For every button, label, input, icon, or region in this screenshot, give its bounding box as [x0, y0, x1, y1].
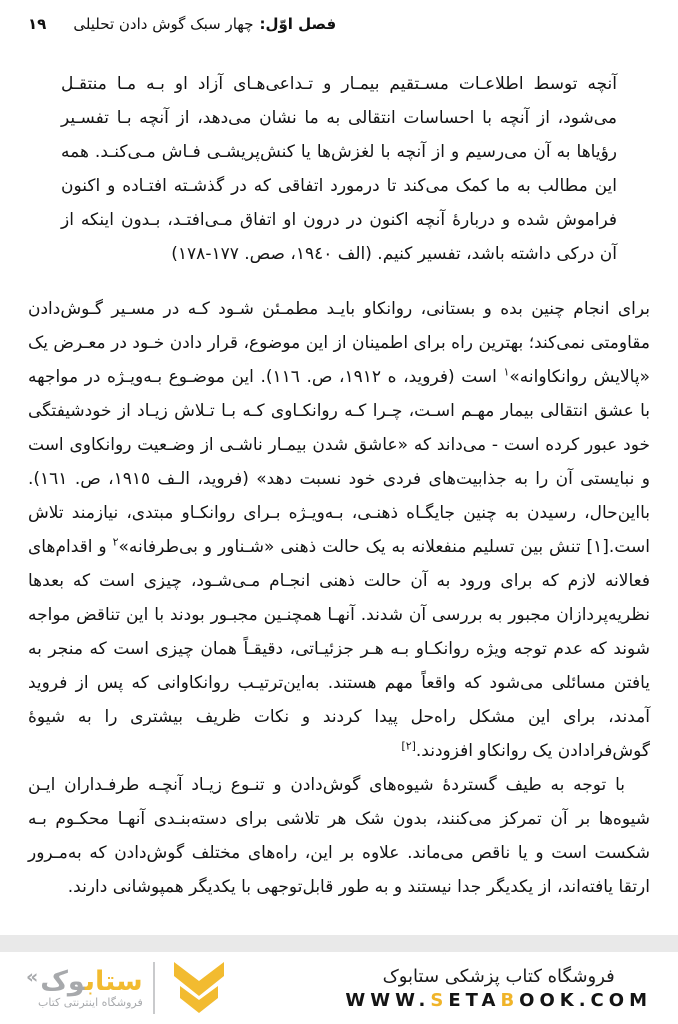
- store-url-link[interactable]: [345, 990, 652, 1011]
- chapter-label: فصل اوّل:: [259, 15, 337, 33]
- logo-wordmark-block: [26, 965, 143, 1009]
- body-paragraph-2-segment: با توجه به طیف گستردۀ شیوه‌های گوش‌دادن و تنـوع زیـاد آنچـه طرفـداران ایـن شیوه‌ها بر آن تمرکز می‌کنند، بدون شک هر تلاشی برای دسته‌بنـدی آنهـا محکـوم بـه شکست است و یا ناقص می‌ماند. علاوه بر این، راه‌های مختلف گوش‌دادن که به‌مـرور ارتقا یافته‌اند، از یکدیگر جدا نیستند و به طور قابل‌توجهی با یکدیگر همپوشانی دارند.: [28, 775, 650, 897]
- store-info: [345, 966, 652, 1011]
- store-url-link-segment: S: [430, 989, 449, 1011]
- store-url-link-segment: B: [500, 989, 520, 1011]
- logo-wordmark-row: [26, 965, 143, 997]
- page-header: [28, 15, 336, 33]
- page-divider-band: [0, 935, 678, 952]
- freud-quote-block-segment: آنچه توسط اطلاعـات مسـتقیم بیمـار و تـداعی‌هـای آزاد او بـه مـا منتقـل می‌شود، از آنچه با احساسات انتقالی به ما نشان می‌دهد، از آنچه بـا تفسـیر رؤیاها به آن می‌رسیم و از آنچه با لغزش‌ها یا کنش‌پریشـی فـاش مـی‌کنـد. همه این مطالب به ما کمک می‌کند تا درمورد اتفاقی که در گذشـته افتـاده و اکنون فراموش شده و دربارۀ آنچه اکنون در درون او اتفاق مـی‌افتـد، بـدون اینکه از آن درکی داشته باشد، تفسیر کنیم. (الف ١٩٤٠، صص. ١٧٧-١٧٨): [61, 74, 617, 264]
- setabook-logo[interactable]: [26, 960, 229, 1016]
- freud-quote-block: [61, 67, 617, 271]
- page-content: [0, 54, 678, 934]
- body-paragraph-2: [28, 768, 650, 904]
- logo-guillemet: «: [26, 966, 39, 988]
- body-paragraph-1-segment: ٢: [112, 535, 119, 549]
- store-name: فروشگاه کتاب پزشکی ستابوک: [382, 965, 615, 987]
- body-paragraph-1-segment: است (فروید، ه ١٩١٢، ص. ١١٦). این موضـوع بـه‌ویـژه در مواجهه با عشق انتقالی بیمار مهـم اسـت، چـرا کـه روانکـاوی کـه بـا تـلاش زیـاد از خودشیفتگی خود عبور کرده است - می‌داند که «عاشق شدن بیمـار ناشـی از وضـعیت روانکاوی است و نبایستی آن را به جذابیت‌های فردی خود نسبت دهد» (فروید، الـف ١٩١٥، ص. ١٦١). بااین‌حال، رسیدن به چنین جایگـاه ذهنـی، بـه‌ویـژه بـرای روانکـاو مبتدی، نیازمند تلاش است.[١] تنش بین تسلیم منفعلانه به یک حالت ذهنی «شـناور و بی‌طرفانه»: [28, 367, 650, 557]
- logo-wordmark-gray: وک: [40, 965, 85, 997]
- logo-tagline: فروشگاه اینترنتی کتاب: [38, 995, 143, 1009]
- body-paragraph-1-segment: برای انجام چنین بده و بستانی، روانکاو بایـد مطمـئن شـود کـه در مسـیر گـوش‌دادن مقاومتی نمی‌کند؛ بهترین راه برای اطمینان از این موضوع، قرار دادن خـود در معـرض یک «پالایش روانکاوانه»: [28, 299, 650, 387]
- logo-divider: [153, 962, 155, 1014]
- body-paragraph-1-segment: و اقدام‌های فعالانه لازم که برای ورود به آن حالت ذهنی انجـام مـی‌شـود، چیزی است که بعدها نظریه‌پردازان مجبور به بررسی آن شدند. آنهـا همچنـین مجبـور بودند با این تناقض مواجه شوند که عدم توجه ویژه روانکـاو بـه هـر جزئیـاتی، دقیقـاً همان چیزی است که منجر به یافتن مسائلی می‌شود که واقعاً مهم هستند. به‌این‌ترتیـب روانکاوانی که پس از فروید آمدند، برای این مشکل راه‌حل پیدا کردند و نکات ظریف بیشتری را به شیوۀ گوش‌فرادادن یک روانکاو افزودند.: [28, 537, 650, 761]
- page-number: ١٩: [28, 15, 47, 33]
- logo-wordmark-accent: ستاب: [84, 965, 143, 997]
- body-paragraph-1-segment: ١: [503, 365, 510, 379]
- site-footer: [0, 952, 678, 1024]
- store-url-link-segment: ETA: [448, 989, 501, 1011]
- logo-wordmark: [40, 965, 143, 997]
- body-paragraph-1-segment: [٢]: [401, 739, 416, 753]
- chapter-heading: [73, 15, 336, 33]
- chapter-title: چهار سبک گوش دادن تحلیلی: [73, 15, 254, 33]
- double-chevron-down-icon: [165, 960, 229, 1016]
- store-url-link-segment: OOK.COM: [519, 989, 652, 1011]
- body-paragraph-1: [28, 292, 650, 768]
- store-url-link-segment: WWW.: [345, 989, 431, 1011]
